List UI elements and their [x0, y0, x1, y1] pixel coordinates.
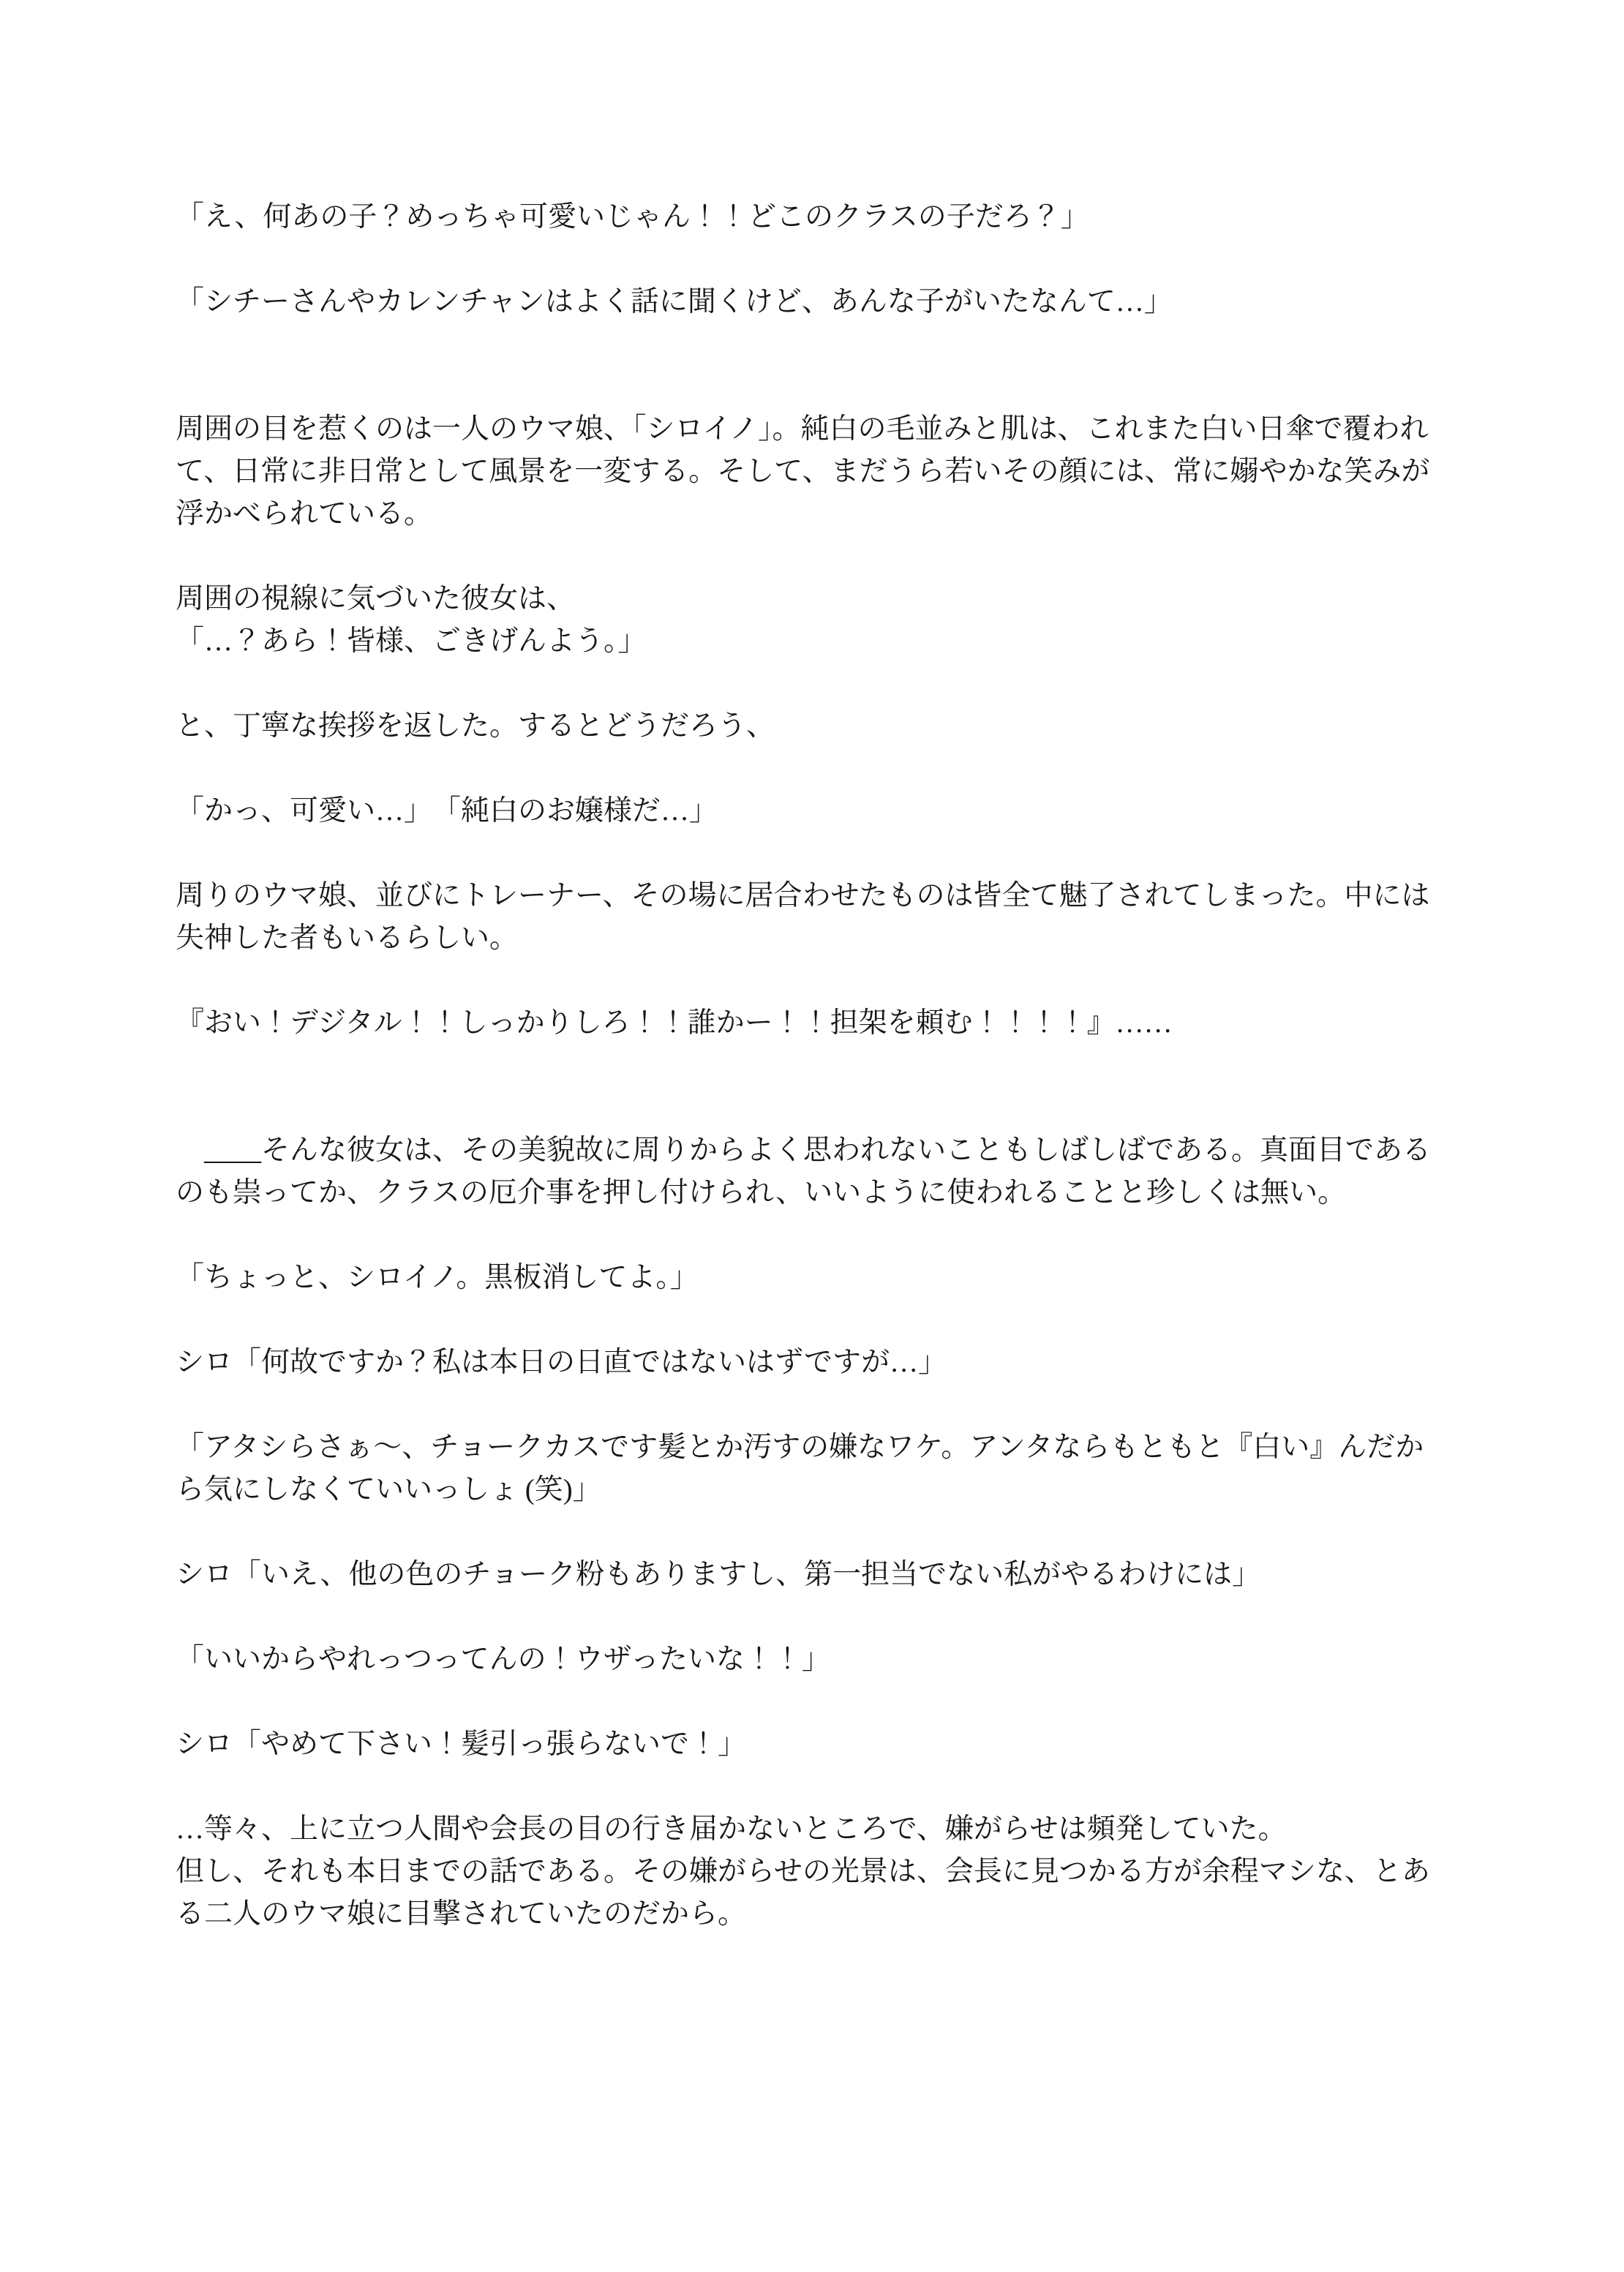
text-line: 「ちょっと、シロイノ。黒板消してよ。」 — [176, 1262, 699, 1293]
text-line: 周りのウマ娘、並びにトレーナー、その場に居合わせたものは皆全て魅了されてしまった。中には失神した者もいるらしい。 — [176, 880, 1430, 954]
text-block — [176, 1723, 1448, 1766]
text-line: 「アタシらさぁ～、チョークカスです髪とか汚すの嫌なワケ。アンタならもともと『白い』んだから気にしなくていいっしょ (笑)」 — [176, 1432, 1424, 1505]
text-line: シロ「いえ、他の色のチョーク粉もありますし、第一担当でない私がやるわけには」 — [176, 1559, 1261, 1590]
text-line: 『おい！デジタル！！しっかりしろ！！誰かー！！担架を頼む！！！！』…… — [176, 1007, 1173, 1039]
text-block — [176, 578, 1448, 663]
text-block — [176, 408, 1448, 535]
text-block — [176, 1257, 1448, 1299]
text-block — [176, 1554, 1448, 1596]
text-block — [176, 1426, 1448, 1511]
text-line: …等々、上に立つ人間や会長の目の行き届かないところで、嫌がらせは頻発していた。 — [176, 1813, 1287, 1845]
text-block — [176, 790, 1448, 832]
text-line: 「…？あら！皆様、ごきげんよう。」 — [176, 625, 647, 657]
text-line: 周囲の目を惹くのは一人のウマ娘、「シロイノ」。純白の毛並みと肌は、これまた白い日傘で覆われて、日常に非日常として風景を一変する。そして、まだうら若いその顔には、常に嫋やかな笑みが浮かべられている。 — [176, 413, 1430, 530]
text-block — [176, 196, 1448, 238]
text-block — [176, 281, 1448, 323]
text-line: と、丁寧な挨拶を返した。するとどうだろう、 — [176, 710, 775, 742]
text-line: 「いいからやれっつってんの！ウザったいな！！」 — [176, 1644, 831, 1675]
text-block — [176, 875, 1448, 960]
text-block — [176, 705, 1448, 748]
text-line: 「え、何あの子？めっちゃ可愛いじゃん！！どこのクラスの子だろ？」 — [176, 201, 1089, 233]
text-line: ____そんな彼女は、その美貌故に周りからよく思われないこともしばしばである。真面目であるのも祟ってか、クラスの厄介事を押し付けられ、いいように使われることと珍しくは無い。 — [176, 1135, 1432, 1208]
text-line: シロ「やめて下さい！髪引っ張らないで！」 — [176, 1729, 747, 1760]
text-block — [176, 1129, 1448, 1214]
text-block — [176, 1342, 1448, 1384]
text-block — [176, 1639, 1448, 1681]
document-body — [176, 196, 1448, 1936]
text-line: 「シチーさんやカレンチャンはよく話に聞くけど、あんな子がいたなんて…」 — [176, 286, 1173, 317]
text-line: 但し、それも本日までの話である。その嫌がらせの光景は、会長に見つかる方が余程マシな、とある二人のウマ娘に目撃されていたのだから。 — [176, 1856, 1430, 1930]
text-block — [176, 1002, 1448, 1045]
text-line: 「かっ、可愛い…」 「純白のお嬢様だ…」 — [176, 795, 718, 827]
text-line: シロ「何故ですか？私は本日の日直ではないはずですが…」 — [176, 1347, 947, 1378]
text-line: 周囲の視線に気づいた彼女は、 — [176, 583, 576, 614]
text-block — [176, 1808, 1448, 1936]
